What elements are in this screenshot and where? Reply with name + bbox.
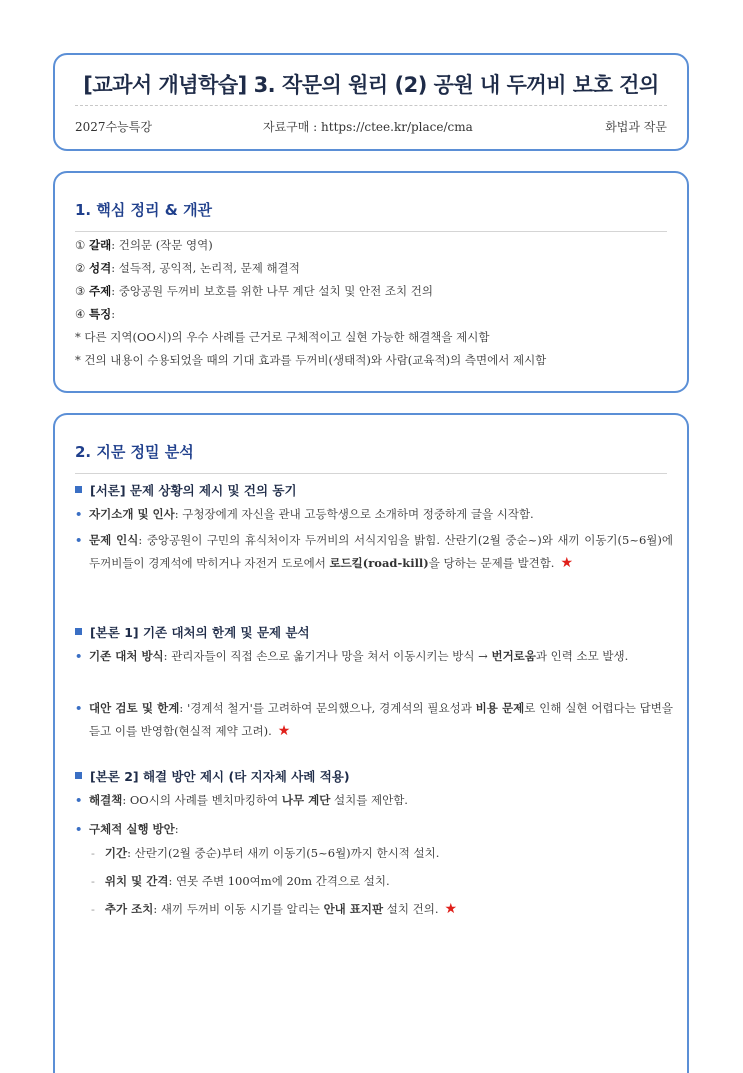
square-bullet-icon — [75, 486, 82, 493]
header-box — [53, 53, 689, 151]
header-purchase-link[interactable]: 자료구매 : https://ctee.kr/place/cma — [263, 120, 473, 134]
list-item: • 기존 대처 방식: 관리자들이 직접 손으로 옮기거나 망을 쳐서 이동시키는 방식 → 번거로움과 인력 소모 발생. — [75, 645, 673, 691]
list-item: • 대안 검토 및 한계: '경계석 철거'를 고려하여 문의했으나, 경계석의 필요성과 비용 문제로 인해 실현 어렵다는 답변을 듣고 이를 반영함(현실적 제약 고려). ★ — [75, 697, 673, 743]
bullet-icon: • — [75, 793, 83, 807]
bullet-icon: • — [75, 822, 83, 836]
summary-note: * 다른 지역(OO시)의 우수 사례를 근거로 구체적이고 실현 가능한 해결책을 제시함 — [75, 330, 490, 344]
section2-divider — [75, 473, 667, 474]
body1-heading: [본론 1] 기존 대처의 한계 및 문제 분석 — [75, 623, 667, 641]
section1-title: 1. 핵심 정리 & 개관 — [75, 201, 213, 219]
summary-item-theme: ③ 주제: 중앙공원 두꺼비 보호를 위한 나무 계단 설치 및 안전 조치 건의 — [75, 284, 433, 298]
list-item: • 해결책: OO시의 사례를 벤치마킹하여 나무 계단 설치를 제안함. — [75, 789, 673, 812]
body2-heading: [본론 2] 해결 방안 제시 (타 지자체 사례 적용) — [75, 767, 667, 785]
star-icon: ★ — [444, 901, 458, 917]
section-analysis — [53, 413, 689, 1073]
section1-divider — [75, 231, 667, 232]
bullet-icon: • — [75, 701, 83, 715]
section2-title: 2. 지문 정밀 분석 — [75, 443, 194, 461]
list-item: • 문제 인식: 중앙공원이 구민의 휴식처이자 두꺼비의 서식지임을 밝힘. 산란기(2월 중순~)와 새끼 이동기(5~6월)에 두꺼비들이 경계석에 막히거나 자전거 도로에서 로드킬(road-kill)을 당하는 문제를 발견함. ★ — [75, 529, 673, 599]
list-item: • 구체적 실행 방안: — [75, 818, 673, 841]
square-bullet-icon — [75, 772, 82, 779]
summary-note: * 건의 내용이 수용되었을 때의 기대 효과를 두꺼비(생태적)와 사람(교육적)의 측면에서 제시함 — [75, 353, 547, 367]
header-divider — [75, 105, 667, 106]
square-bullet-icon — [75, 628, 82, 635]
list-item: • 자기소개 및 인사: 구청장에게 자신을 관내 고등학생으로 소개하며 정중하게 글을 시작함. — [75, 503, 673, 526]
star-icon: ★ — [277, 723, 291, 739]
bullet-icon: • — [75, 649, 83, 663]
bullet-icon: • — [75, 533, 83, 547]
document-title: [교과서 개념학습] 3. 작문의 원리 (2) 공원 내 두꺼비 보호 건의 — [83, 73, 659, 97]
intro-heading: [서론] 문제 상황의 제시 및 건의 동기 — [75, 481, 667, 499]
star-icon: ★ — [560, 555, 574, 571]
header-series: 2027수능특강 — [75, 120, 152, 134]
sub-list-item-period: - 기간: 산란기(2월 중순)부터 새끼 이동기(5~6월)까지 한시적 설치. — [91, 846, 440, 860]
summary-item-character: ② 성격: 설득적, 공익적, 논리적, 문제 해결적 — [75, 261, 300, 275]
sub-list-item-extra: - 추가 조치: 새끼 두꺼비 이동 시기를 알리는 안내 표지판 설치 건의. ★ — [91, 901, 458, 917]
header-subject: 화법과 작문 — [605, 120, 667, 134]
summary-item-features: ④ 특징: — [75, 307, 116, 321]
section-summary — [53, 171, 689, 393]
summary-item-genre: ① 갈래: 건의문 (작문 영역) — [75, 238, 213, 252]
bullet-icon: • — [75, 507, 83, 521]
sub-list-item-location: - 위치 및 간격: 연못 주변 100여m에 20m 간격으로 설치. — [91, 874, 390, 888]
